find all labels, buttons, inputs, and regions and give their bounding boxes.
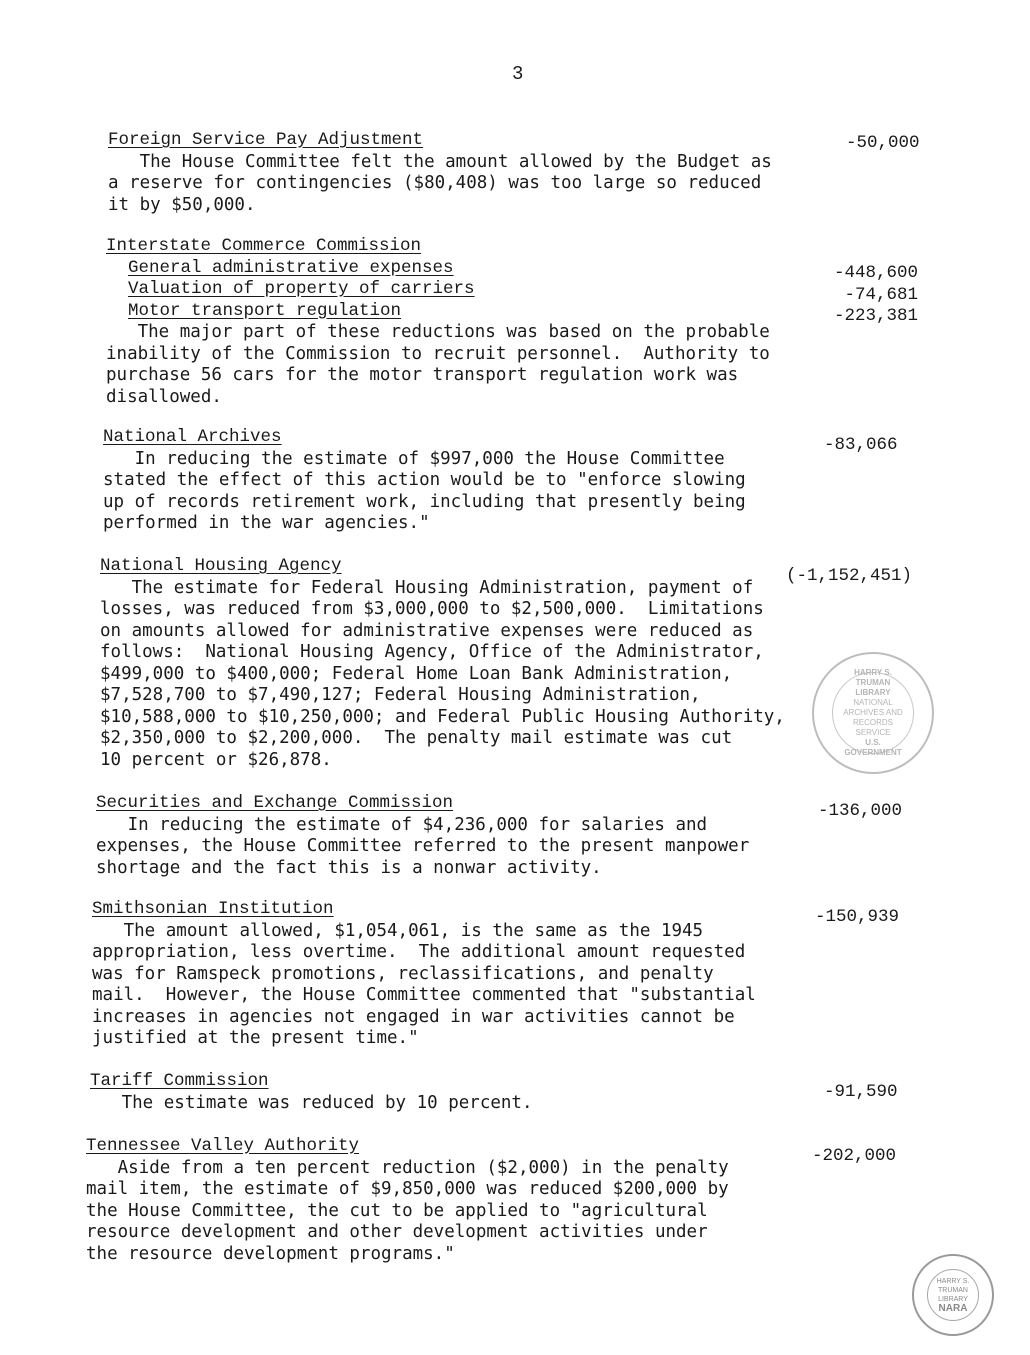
entry-amount: -50,000 [846,133,920,153]
entry-amount: -202,000 [812,1146,897,1166]
amount-motor-transport: -223,381 [833,306,918,326]
seal-text-inner: NATIONAL ARCHIVES AND RECORDS SERVICE [843,698,903,737]
amount-general-admin: -448,600 [833,263,918,283]
entry-body: The estimate was reduced by 10 percent. [90,1092,533,1113]
entry-amount: -150,939 [815,907,900,927]
entry-heading: Interstate Commerce Commission [106,236,422,256]
entry-amount: -136,000 [818,801,903,821]
entry-body: The House Committee felt the amount allowed by the Budget as a reserve for contingencies ($80,408) was too large so reduced it by $50,000. [108,151,772,215]
entry-body: The estimate for Federal Housing Administration, payment of losses, was reduced from $3,000,000 to $2,500,000. Limitations on amounts allowed for administrative expenses were reduced as follows: National Housing Agency, Office of the Administrator, $499,000 to $400,000; Federal Home Loan Bank Administration, $7,528,700 to $7,490,127; Federal Housing Administration, $10,588,000 to $10,250,000; and Federal Public Housing Authority, $2,350,000 to $2,200,000. The penalty mail estimate was cut 10 percent or $26,878. [100,577,785,770]
entry-heading: Smithsonian Institution [92,899,334,919]
seal-text-outer: HARRY S. TRUMAN LIBRARY [854,668,892,697]
entry-heading: Tariff Commission [90,1071,269,1091]
entry-amount: (-1,152,451) [786,566,913,586]
subheading-motor-transport: Motor transport regulation [128,300,402,321]
entry-amount: -91,590 [824,1082,898,1102]
nara-seal-outer: HARRY S. TRUMAN LIBRARY [936,1278,970,1303]
entry-body: In reducing the estimate of $4,236,000 for salaries and expenses, the House Committee referred to the present manpower shortage and the fact this is a nonwar activity. [96,814,750,878]
seal-text-bottom: U.S. GOVERNMENT [844,738,902,757]
entry-heading: National Archives [103,427,282,447]
entry-amounts [800,263,918,328]
entry-heading: National Housing Agency [100,556,342,576]
entry-body: Aside from a ten percent reduction ($2,000) in the penalty mail item, the estimate of $9,850,000 was reduced $200,000 by the House Committee, the cut to be applied to "agricultural resource development and other development activities under the resource development programs." [86,1157,729,1264]
nara-seal-center: NARA [938,1303,968,1314]
entry-amount: -83,066 [824,435,898,455]
entry-body: The major part of these reductions was based on the probable inability of the Commission to recruit personnel. Authority to purchase 56 cars for the motor transport regulation work was disallowed. [106,322,770,407]
amount-valuation: -74,681 [844,284,918,305]
nara-seal [912,1254,994,1336]
truman-library-seal [812,652,934,774]
page-number: 3 [512,63,524,85]
subheading-valuation: Valuation of property of carriers [128,279,475,299]
entry-heading: Foreign Service Pay Adjustment [108,130,424,150]
subheading-general-admin: General administrative expenses [128,257,454,278]
entry-body: The amount allowed, $1,054,061, is the same as the 1945 appropriation, less overtime. The additional amount requested was for Ramspeck promotions, reclassifications, and penalty mail. However, the House Committee commented that "substantial increases in agencies not engaged in war activities cannot be justified at the present time." [92,920,756,1048]
entry-heading: Tennessee Valley Authority [86,1136,360,1156]
entry-body: In reducing the estimate of $997,000 the House Committee stated the effect of this action would be to "enforce slowing up of records retirement work, including that presently being performed in the war agencies." [103,448,746,533]
entry-heading: Securities and Exchange Commission [96,793,454,813]
